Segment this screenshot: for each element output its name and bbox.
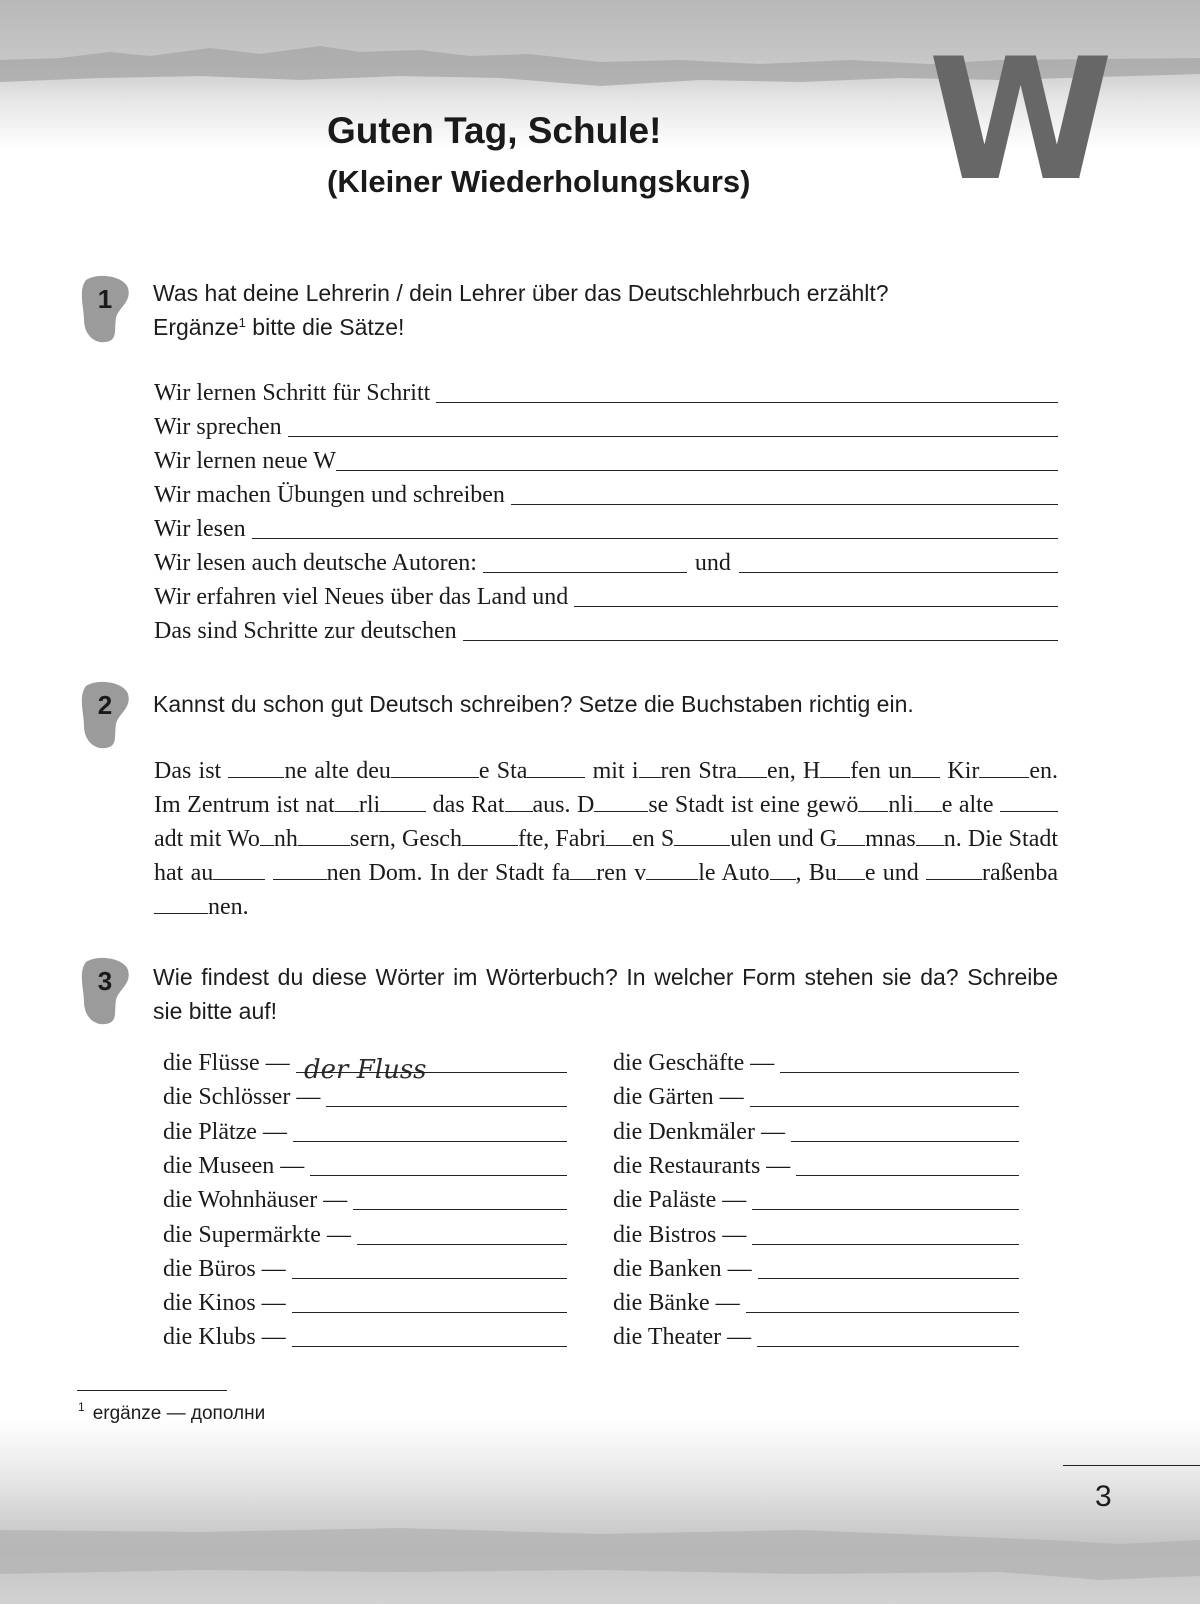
singular-answer-blank[interactable] [757,1324,1019,1347]
plural-word: die Paläste — [613,1187,747,1214]
word-row [613,1252,1019,1284]
fill-line [154,408,1058,442]
word-row [613,1218,1019,1250]
exercise1-instruction [153,276,1058,344]
word-row [613,1115,1019,1147]
plural-word: die Bänke — [613,1290,740,1317]
fill-line [154,510,1058,544]
plural-word: die Wohnhäuser — [163,1187,348,1214]
text-fragment: le Auto [698,860,770,886]
fill-line [154,374,1058,408]
word-row [163,1218,567,1250]
letter-blank[interactable] [926,861,982,880]
plural-word: die Kinos — [163,1290,286,1317]
singular-answer-blank[interactable] [357,1222,567,1245]
text-fragment: Kir [947,758,980,784]
footnote [78,1400,266,1425]
singular-answer-blank[interactable] [292,1324,567,1347]
singular-answer-blank[interactable] [780,1050,1019,1073]
text-fragment: adt mit Wo [154,826,260,852]
singular-answer-blank[interactable] [746,1290,1019,1313]
word-row [163,1286,567,1318]
answer-blank[interactable] [511,482,1058,505]
plural-word: die Theater — [613,1324,752,1351]
exercise1-instruction-word: Ergänze [153,314,239,340]
answer-blank[interactable] [252,516,1058,539]
singular-answer-blank[interactable] [310,1153,567,1176]
exercise-number-badge [78,274,138,348]
plural-word: die Denkmäler — [613,1118,785,1145]
footnote-number: 1 [78,1400,85,1414]
fill-line [154,612,1058,646]
sentence-start: Wir erfahren viel Neues über das Land und [154,584,569,610]
word-row [613,1286,1019,1318]
text-fragment: mit i [585,758,639,784]
singular-answer-blank[interactable] [796,1153,1019,1176]
letter-blank[interactable] [260,827,274,846]
letter-blank[interactable] [912,759,940,778]
exercise-number: 3 [97,966,113,996]
text-fragment: aus. D [532,792,595,818]
plural-word: die Restaurants — [613,1152,791,1179]
exercise-number: 1 [97,284,113,314]
letter-blank[interactable] [858,793,888,812]
singular-answer-blank[interactable] [752,1222,1019,1245]
letter-blank[interactable] [594,793,648,812]
text-fragment: nen Dom. In der Stadt fa [326,860,571,886]
letter-blank[interactable] [916,827,944,846]
text-fragment: raßenba [982,860,1058,886]
and-word: und [694,550,731,576]
exercise-number-badge [78,956,138,1030]
text-fragment: rli [358,792,381,818]
letter-blank[interactable] [462,827,518,846]
letter-blank[interactable] [298,827,350,846]
exercise1-instruction-rest: bitte die Sätze! [245,314,405,340]
text-fragment: en. Im Zentrum ist nat [154,758,1059,818]
fill-line [154,476,1058,510]
singular-answer-blank[interactable] [750,1084,1019,1107]
answer-blank[interactable] [336,448,1058,471]
singular-answer-blank[interactable] [758,1256,1019,1279]
letter-blank[interactable] [391,759,479,778]
text-fragment: ren Stra [660,758,738,784]
text-fragment: Das ist [154,758,229,784]
word-row [613,1149,1019,1181]
singular-answer-blank[interactable] [292,1256,567,1279]
word-row [163,1183,567,1215]
bottom-torn-edge [0,1500,1200,1604]
page-title: Guten Tag, Schule! [327,110,662,151]
word-row [163,1080,567,1112]
plural-word: die Klubs — [163,1324,286,1351]
page-number-rule [1063,1465,1200,1466]
text-fragment: en, H [767,758,821,784]
text-fragment: se Stadt ist eine gewö [648,792,859,818]
plural-word: die Banken — [613,1255,752,1282]
letter-blank[interactable] [837,861,865,880]
text-fragment: e alte [941,792,1000,818]
singular-answer-blank[interactable] [292,1290,567,1313]
text-fragment: n. Die Stadt hat au [154,826,1059,886]
letter-blank[interactable] [273,861,327,880]
footnote-text: ergänze — дополни [92,1403,266,1424]
text-fragment: e und [864,860,927,886]
sentence-start: Wir machen Übungen und schreiben [154,482,505,508]
exercise-number-badge [78,680,138,754]
sentence-start: Das sind Schritte zur deutschen [154,618,457,644]
word-row [163,1149,567,1181]
letter-blank[interactable] [154,895,208,914]
handwritten-example-answer: der Fluss [304,1055,427,1085]
text-fragment: das Rat [426,792,505,818]
text-fragment: ren v [596,860,647,886]
text-fragment: mnas [865,826,916,852]
singular-answer-blank[interactable] [326,1084,567,1107]
word-row [163,1252,567,1284]
fill-line [154,544,1058,578]
plural-word: die Geschäfte — [613,1050,775,1076]
plural-word: die Supermärkte — [163,1221,351,1248]
letter-blank[interactable] [380,793,426,812]
letter-blank[interactable] [1000,793,1058,812]
plural-word: die Gärten — [613,1084,744,1111]
sentence-start: Wir lesen [154,516,246,542]
text-fragment: ulen und G [730,826,838,852]
singular-answer-blank[interactable] [791,1119,1019,1142]
plural-word: die Büros — [163,1255,286,1282]
letter-blank[interactable] [606,827,632,846]
letter-blank[interactable] [335,793,359,812]
plural-word: die Schlösser — [163,1084,321,1111]
sentence-start: Wir lesen auch deutsche Autoren: [154,550,477,576]
answer-blank[interactable] [574,584,1058,607]
answer-blank[interactable] [483,550,687,573]
letter-blank[interactable] [646,861,698,880]
exercise1-instruction-line1: Was hat deine Lehrerin / dein Lehrer über das Deutschlehrbuch erzählt? [153,280,889,306]
footnote-marker: 1 [238,315,246,330]
plural-word: die Flüsse — [163,1050,290,1076]
plural-word: die Plätze — [163,1118,287,1145]
letter-blank[interactable] [770,861,796,880]
letter-blank[interactable] [837,827,865,846]
letter-blank[interactable] [639,759,661,778]
letter-blank[interactable] [820,759,850,778]
unit-letter: W [928,22,1108,218]
fill-line [154,442,1058,476]
singular-answer-blank[interactable] [296,1050,567,1073]
page-subtitle: (Kleiner Wiederholungskurs) [327,164,751,199]
exercise2-instruction: Kannst du schon gut Deutsch schreiben? Setze die Buchstaben richtig ein. [153,691,914,717]
word-row [163,1115,567,1147]
sentence-start: Wir sprechen [154,414,282,440]
answer-blank[interactable] [436,380,1058,403]
answer-blank[interactable] [463,618,1058,641]
word-row [613,1080,1019,1112]
exercise-number: 2 [97,690,113,720]
text-fragment: e Sta [478,758,528,784]
text-fragment: ne alte deu [284,758,391,784]
fill-line [154,578,1058,612]
plural-word: die Museen — [163,1152,305,1179]
letter-blank[interactable] [213,861,265,880]
singular-answer-blank[interactable] [353,1187,567,1210]
word-row [613,1183,1019,1215]
text-fragment: fte, Fabri [517,826,607,852]
letter-blank[interactable] [228,759,284,778]
letter-blank[interactable] [914,793,942,812]
text-fragment: nh [273,826,298,852]
letter-blank[interactable] [979,759,1029,778]
exercise3-instruction: Wie findest du diese Wörter im Wörterbuch? In welcher Form stehen sie da? Schreibe sie bitte auf! [153,964,1058,1024]
word-row [163,1046,567,1078]
word-row [163,1320,567,1352]
plural-word: die Bistros — [613,1221,747,1248]
letter-blank[interactable] [570,861,596,880]
text-fragment: , Bu [795,860,837,886]
text-fragment: en S [632,826,675,852]
letter-blank[interactable] [674,827,730,846]
page-number: 3 [1095,1480,1112,1513]
word-row [613,1320,1019,1352]
text-fragment: sern, Gesch [349,826,462,852]
text-fragment: fen un [850,758,913,784]
answer-blank[interactable] [288,414,1058,437]
exercise2-text [154,754,1058,924]
letter-blank[interactable] [527,759,585,778]
text-fragment: nli [888,792,914,818]
text-fragment [265,860,272,886]
letter-blank[interactable] [505,793,533,812]
singular-answer-blank[interactable] [293,1119,567,1142]
text-fragment: nen. [208,894,249,920]
singular-answer-blank[interactable] [752,1187,1019,1210]
sentence-start: Wir lernen neue W [154,448,336,474]
answer-blank[interactable] [739,550,1058,573]
sentence-start: Wir lernen Schritt für Schritt [154,380,431,406]
letter-blank[interactable] [737,759,767,778]
footnote-divider [77,1390,227,1391]
word-row [613,1046,1019,1078]
